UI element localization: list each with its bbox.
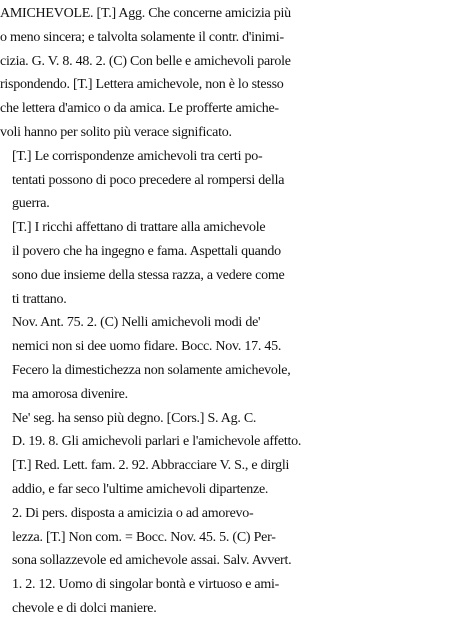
text-line: nemici non si dee uomo fidare. Bocc. Nov. 17. 45. [12,339,282,355]
entry-paragraph [0,2,475,145]
entry-paragraph [0,311,475,406]
text-line: D. 19. 8. Gli amichevoli parlari e l'amichevole affetto. [12,434,302,450]
text-line: o meno sincera; e talvolta solamente il contr. d'inimi- [0,29,284,45]
text-line: che lettera d'amico o da amica. Le profferte amiche- [0,101,279,117]
text-line: 1. 2. 12. Uomo di singolar bontà e virtuoso e ami- [12,577,280,593]
text-line: [T.] I ricchi affettano di trattare alla amichevole [12,220,266,236]
text-line: guerra. [12,196,50,212]
text-line: [T.] Red. Lett. fam. 2. 92. Abbracciare V. S., e dirgli [12,458,290,474]
text-line: addio, e far seco l'ultime amichevoli dipartenze. [12,481,269,497]
entry-paragraph [0,216,475,311]
text-line: AMICHEVOLE. [T.] Agg. Che concerne amicizia più [0,6,291,21]
text-line: Nov. Ant. 75. 2. (C) Nelli amichevoli modi de' [12,315,261,331]
entry-paragraph [0,407,475,502]
text-line: [T.] Le corrispondenze amichevoli tra certi po- [12,148,263,164]
text-line: cizia. G. V. 8. 48. 2. (C) Con belle e amichevoli parole [0,53,291,69]
text-line: Ne' seg. ha senso più degno. [Cors.] S. Ag. C. [12,410,257,426]
entry-paragraph [0,502,475,621]
text-line: ti trattano. [12,291,67,307]
text-line: tentati possono di poco precedere al rompersi della [12,172,285,188]
text-line: rispondendo. [T.] Lettera amichevole, non è lo stesso [0,77,284,93]
text-line: voli hanno per solito più verace significato. [0,124,232,140]
dictionary-entry-amichevole [0,2,475,621]
text-line: lezza. [T.] Non com. = Bocc. Nov. 45. 5. (C) Per- [12,529,276,545]
text-line: chevole e di dolci maniere. [12,600,157,616]
entry-paragraph [0,145,475,216]
text-line: Fecero la dimestichezza non solamente amichevole, [12,362,291,378]
text-line: 2. Di pers. disposta a amicizia o ad amorevo- [12,505,254,521]
text-line: il povero che ha ingegno e fama. Aspettali quando [12,243,281,259]
text-line: sona sollazzevole ed amichevole assai. Salv. Avvert. [12,553,292,569]
text-line: sono due insieme della stessa razza, a vedere come [12,267,285,283]
text-line: ma amorosa divenire. [12,386,128,402]
